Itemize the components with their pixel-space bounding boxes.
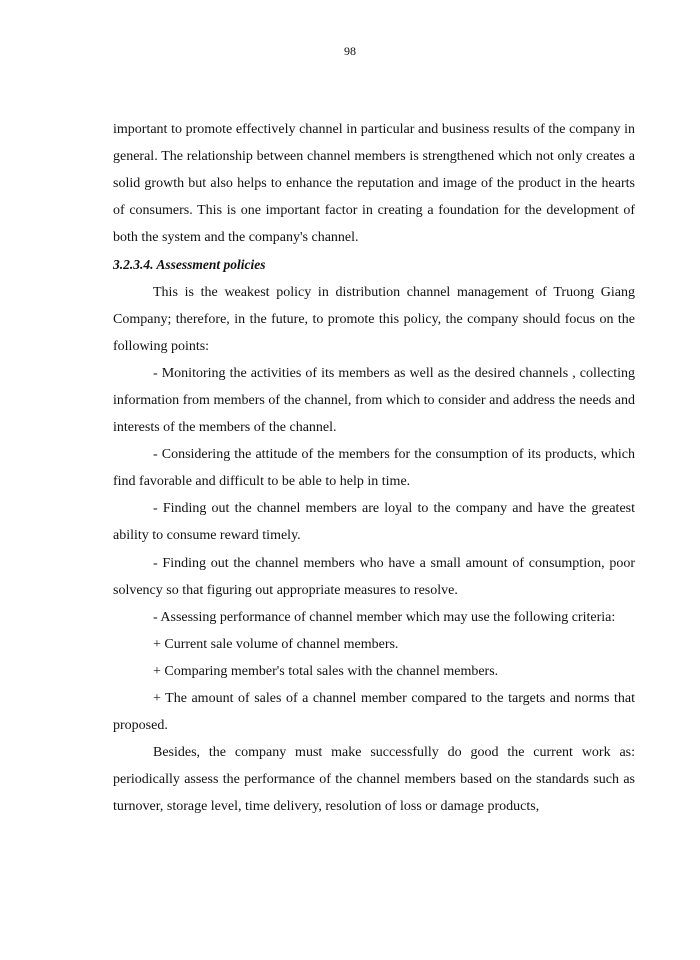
document-body [113,116,635,820]
section-heading: 3.2.3.4. Assessment policies [113,257,266,273]
point-assessing-performance: - Assessing performance of channel member which may use the following criteria: [153,609,616,625]
policy-intro-paragraph: This is the weakest policy in distribution channel management of Truong Giang Company; therefore, in the future, to promote this policy, the company should focus on the following points: [113,284,635,354]
criterion-comparing-sales: + Comparing member's total sales with the channel members. [153,663,499,679]
point-attitude: - Considering the attitude of the members for the consumption of its products, which find favorable and difficult to be able to help in time. [113,447,635,490]
point-monitoring: - Monitoring the activities of its members as well as the desired channels , collecting information from members of the channel, from which to consider and address the needs and interests of the members of the channel. [113,365,635,436]
criterion-sale-volume: + Current sale volume of channel members. [153,636,399,652]
point-loyal-members: - Finding out the channel members are loyal to the company and have the greatest ability to consume reward timely. [113,501,635,544]
intro-paragraph: important to promote effectively channel in particular and business results of the company in general. The relationship between channel members is strengthened which not only creates a solid growth but also helps to enhance the reputation and image of the product in the hearts of consumers. This is one important factor in creating a foundation for the development of both the system and the company's channel. [113,122,635,246]
closing-paragraph: Besides, the company must make successfully do good the current work as: periodically assess the performance of the channel members based on the standards such as turnover, storage level, time delivery, resolution of loss or damage products, [113,745,635,815]
point-low-consumption: - Finding out the channel members who have a small amount of consumption, poor solvency so that figuring out appropriate measures to resolve. [113,555,635,598]
page-number: 98 [344,44,356,58]
criterion-targets-norms: + The amount of sales of a channel member compared to the targets and norms that proposed. [113,690,635,734]
